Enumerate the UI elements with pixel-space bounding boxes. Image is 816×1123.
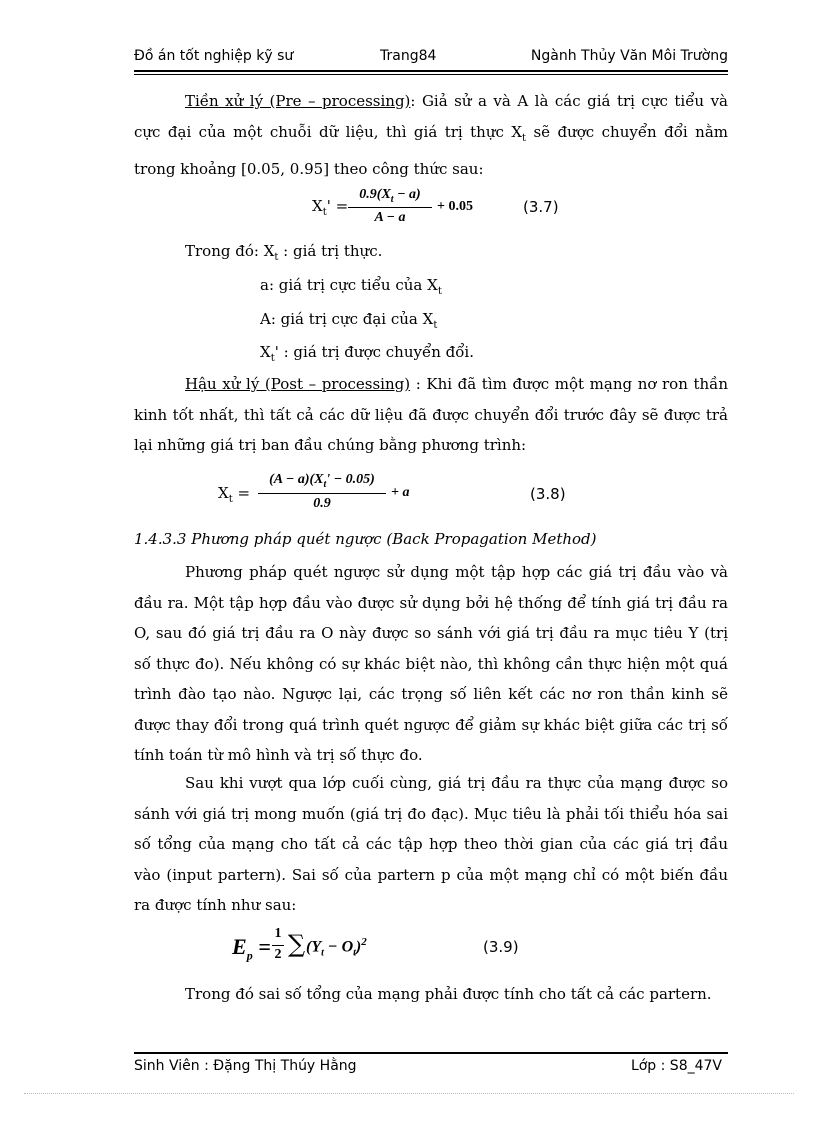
- definition-xt: Trong đó: $X_t$ : giá trị thực.: [185, 242, 383, 263]
- eq39-sum-symbol: ∑: [288, 930, 306, 958]
- pre-processing-paragraph: [134, 86, 728, 185]
- eq38-tail: + a: [391, 485, 410, 500]
- header-rule-thin: [134, 74, 728, 75]
- closing-line: Trong đó sai số tổng của mạng phải được tính cho tất cả các partern.: [185, 985, 712, 1003]
- eq39-body: $(Y_t - O_t)^2$: [306, 936, 367, 959]
- eq37-number: (3.7): [523, 198, 559, 216]
- definition-xt-prime: $X_t'$ : giá trị được chuyển đổi.: [260, 343, 474, 364]
- definition-A: A: giá trị cực đại của $X_t$: [260, 310, 438, 331]
- pre-processing-sub: t: [522, 132, 527, 144]
- pre-processing-text-end: sẽ được chuyển đổi nằm trong khoảng [0.05, 0.95] theo công thức sau:: [134, 122, 728, 178]
- eq38-number: (3.8): [530, 485, 566, 503]
- section-title: 1.4.3.3 Phương pháp quét ngược (Back Propagation Method): [134, 530, 597, 548]
- post-processing-paragraph: [134, 369, 728, 461]
- eq37-denominator: A − a: [374, 210, 406, 225]
- definition-a: a: giá trị cực tiểu của $X_t$: [260, 276, 442, 297]
- pre-processing-heading: Tiền xử lý (Pre – processing): [185, 92, 411, 110]
- eq38-numerator: $(A - a)(X_t' - 0.05)$: [269, 472, 375, 490]
- post-processing-text: : Khi đã tìm được một mạng nơ ron thần kinh tốt nhất, thì tất cả các dữ liệu đã được chuyển đổi trước đây sẽ được trả lại những giá trị ban đầu chúng bằng phương trình:: [134, 375, 728, 454]
- paragraph-error: Sau khi vượt qua lớp cuối cùng, giá trị đầu ra thực của mạng được so sánh với giá trị mong muốn (giá trị đo đạc). Mục tiêu là phải tối thiểu hóa sai số tổng của mạng cho tất cả các tập hợp theo thời gian của các giá trị đầu vào (input partern). Sai số của partern p của một mạng chỉ có một biến đầu ra được tính như sau:: [134, 774, 728, 914]
- header-page-number: Trang84: [380, 48, 437, 64]
- footer-rule: [134, 1052, 728, 1054]
- eq38-denominator: 0.9: [313, 496, 331, 511]
- page-header: [134, 48, 728, 70]
- footer-class: Lớp : S8_47V: [630, 1058, 722, 1074]
- eq37-fraction-bar: [348, 207, 432, 208]
- eq39-lhs: $E_p$ =: [232, 934, 271, 963]
- eq39-half-bar: [272, 945, 284, 946]
- footer-student: Sinh Viên : Đặng Thị Thúy Hằng: [134, 1058, 357, 1074]
- post-processing-heading: Hậu xử lý (Post – processing): [185, 375, 411, 393]
- header-right: Ngành Thủy Văn Môi Trường: [530, 48, 728, 64]
- eq38-lhs: $X_t$ =: [218, 484, 251, 505]
- eq38-fraction-bar: [258, 493, 386, 494]
- page-edge: [24, 1093, 794, 1094]
- eq39-half-numerator: 1: [274, 926, 282, 941]
- header-rule: [134, 70, 728, 72]
- eq37-numerator: $0.9(X_t - a)$: [359, 187, 421, 205]
- header-left: Đồ án tốt nghiệp kỹ sư: [134, 48, 294, 64]
- eq37-tail: + 0.05: [437, 199, 473, 214]
- eq37-lhs: $X_t'$ =: [312, 197, 349, 218]
- eq39-number: (3.9): [483, 938, 519, 956]
- eq39-half-denominator: 2: [274, 947, 282, 962]
- paragraph-back-propagation: Phương pháp quét ngược sử dụng một tập hợp các giá trị đầu vào và đầu ra. Một tập hợp đầu vào được sử dụng bởi hệ thống để tính giá trị đầu ra O, sau đó giá trị đầu ra O này được so sánh với giá trị đầu ra mục tiêu Y (trị số thực đo). Nếu không có sự khác biệt nào, thì không cần thực hiện một quá trình đào tạo nào. Ngược lại, các trọng số liên kết các nơ ron thần kinh sẽ được thay đổi trong quá trình quét ngược để giảm sự khác biệt giữa các trị số tính toán từ mô hình và trị số thực đo.: [134, 563, 728, 764]
- pre-processing-text: : Giả sử a và A là các giá trị cực tiểu và cực đại của một chuỗi dữ liệu, thì giá trị thực X: [134, 92, 728, 141]
